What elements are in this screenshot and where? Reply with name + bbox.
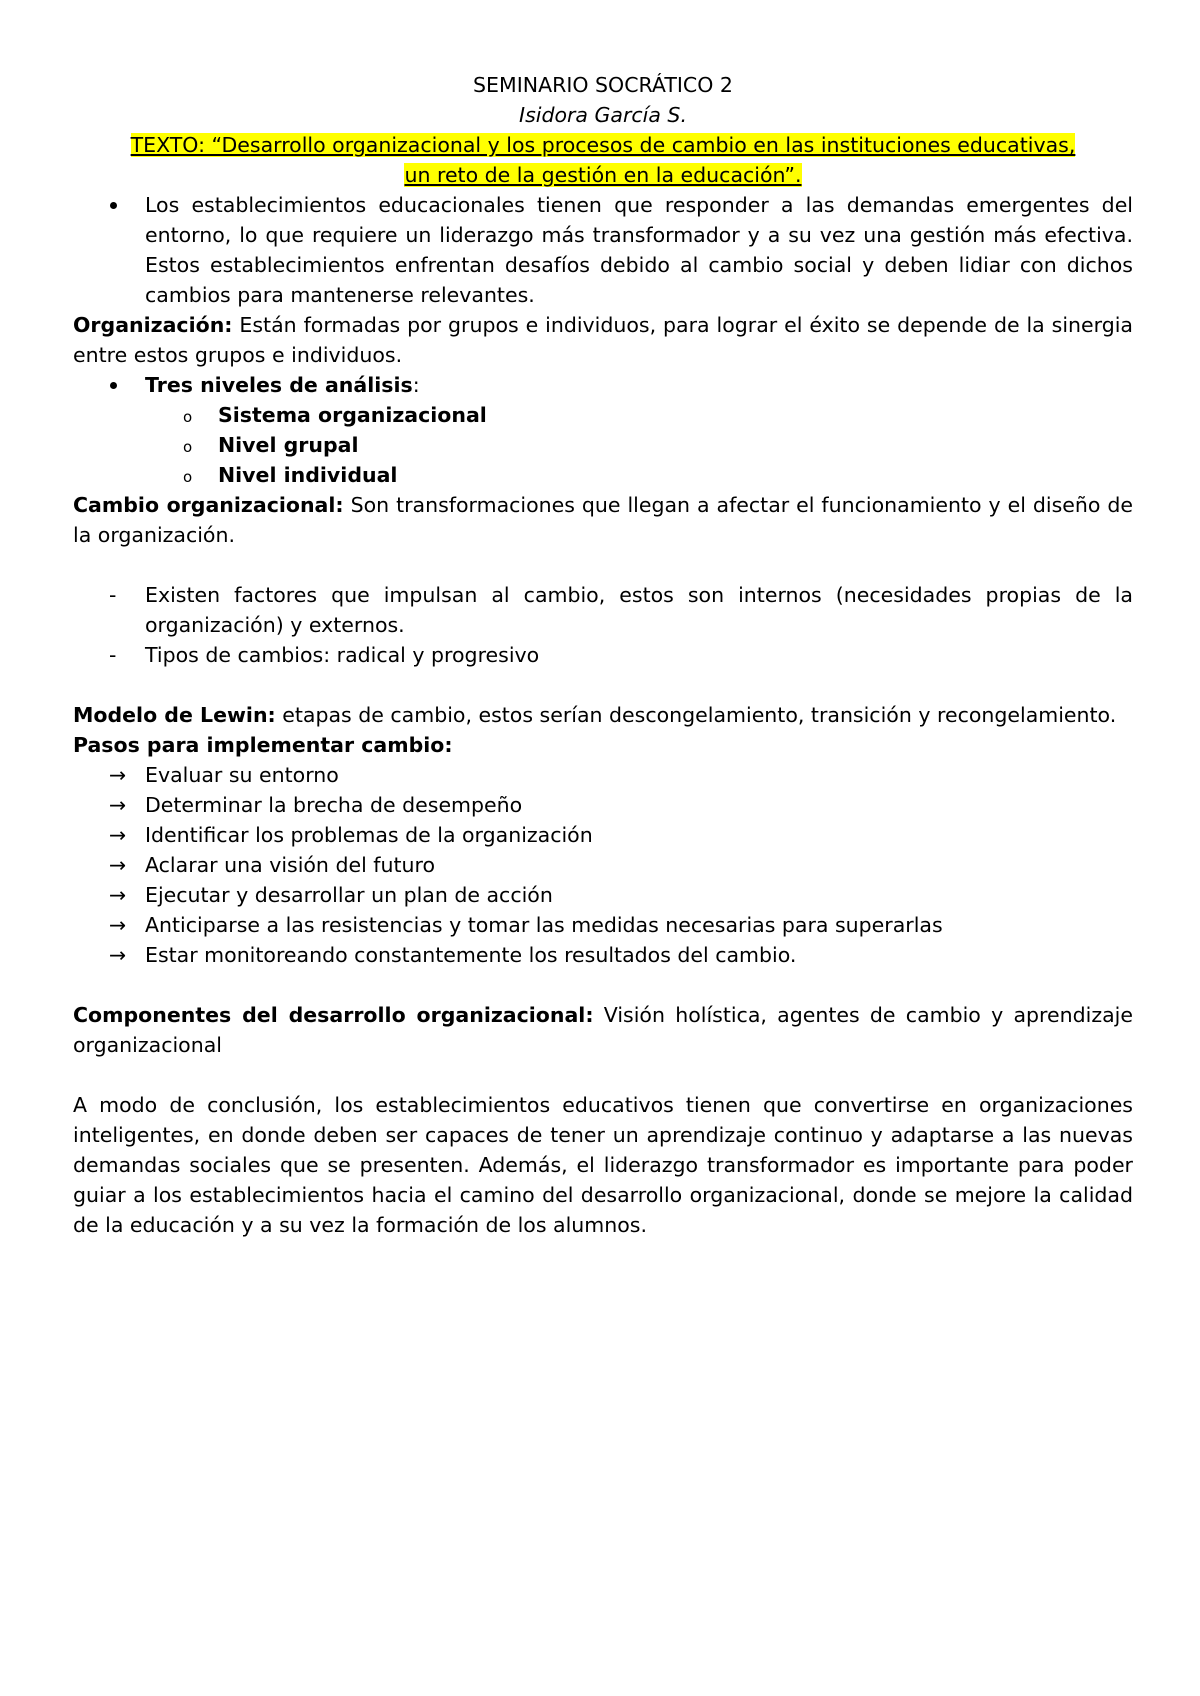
nivel-item (73, 400, 1133, 430)
cambio-term: Cambio organizacional: (73, 493, 344, 517)
paso-text: Ejecutar y desarrollar un plan de acción (145, 883, 553, 907)
niveles-bullet-item (73, 370, 1133, 400)
cambio-text: Son transformaciones que llegan a afectar el funcionamiento y el diseño de la organización. (73, 493, 1133, 547)
arrow-right-icon: → (109, 853, 127, 877)
sub-bullet-icon: o (183, 408, 193, 426)
componentes-text: Visión holística, agentes de cambio y aprendizaje organizacional (73, 1003, 1133, 1057)
bullet-icon (110, 202, 117, 209)
niveles-label: Tres niveles de análisis (145, 373, 413, 397)
sub-bullet-icon: o (183, 468, 193, 486)
componentes-term: Componentes del desarrollo organizacional: (73, 1003, 594, 1027)
dash-icon: - (109, 643, 117, 667)
niveles-list (73, 370, 1133, 490)
pasos-heading (73, 730, 1133, 760)
intro-list (73, 190, 1133, 310)
paso-item (73, 790, 1133, 820)
nivel-item (73, 430, 1133, 460)
text-reference-line-2: un reto de la gestión en la educación”. (404, 163, 802, 187)
arrow-right-icon: → (109, 763, 127, 787)
document-author: Isidora García S. (519, 103, 687, 127)
lewin-term: Modelo de Lewin: (73, 703, 276, 727)
paso-text: Identificar los problemas de la organización (145, 823, 593, 847)
nivel-label: Nivel grupal (218, 433, 359, 457)
arrow-right-icon: → (109, 793, 127, 817)
sub-bullet-icon: o (183, 438, 193, 456)
intro-bullet-item (73, 190, 1133, 310)
niveles-colon: : (412, 373, 420, 397)
paso-item (73, 850, 1133, 880)
organizacion-paragraph (73, 310, 1133, 370)
paso-text: Estar monitoreando constantemente los resultados del cambio. (145, 943, 797, 967)
cambio-dash-item (73, 580, 1133, 640)
document-page (73, 70, 1133, 1240)
text-reference-line-1: TEXTO: “Desarrollo organizacional y los procesos de cambio en las instituciones educativas, (130, 133, 1076, 157)
pasos-term: Pasos para implementar cambio: (73, 733, 453, 757)
arrow-right-icon: → (109, 913, 127, 937)
spacer (73, 670, 1133, 700)
paso-text: Determinar la brecha de desempeño (145, 793, 523, 817)
cambio-item-text: Tipos de cambios: radical y progresivo (145, 643, 540, 667)
componentes-paragraph (73, 1000, 1133, 1060)
dash-icon: - (109, 583, 117, 607)
paso-item (73, 940, 1133, 970)
organizacion-term: Organización: (73, 313, 233, 337)
cambio-item-text: Existen factores que impulsan al cambio, estos son internos (necesidades propias de la organización) y externos. (145, 583, 1133, 637)
lewin-paragraph (73, 700, 1133, 730)
document-title: SEMINARIO SOCRÁTICO 2 (473, 73, 733, 97)
organizacion-text: Están formadas por grupos e individuos, para lograr el éxito se depende de la sinergia entre estos grupos e individuos. (73, 313, 1133, 367)
nivel-label: Nivel individual (218, 463, 398, 487)
spacer (73, 1060, 1133, 1090)
paso-item (73, 820, 1133, 850)
nivel-item (73, 460, 1133, 490)
nivel-label: Sistema organizacional (218, 403, 487, 427)
intro-bullet-text: Los establecimientos educacionales tienen que responder a las demandas emergentes del entorno, lo que requiere un liderazgo más transformador y a su vez una gestión más efectiva. Estos establecimientos enfrentan desafíos debido al cambio social y deben lidiar con dichos cambios para mantenerse relevantes. (145, 193, 1133, 307)
lewin-text: etapas de cambio, estos serían descongelamiento, transición y recongelamiento. (275, 703, 1117, 727)
paso-text: Anticiparse a las resistencias y tomar las medidas necesarias para superarlas (145, 913, 943, 937)
cambio-list (73, 580, 1133, 670)
paso-text: Evaluar su entorno (145, 763, 339, 787)
spacer (73, 550, 1133, 580)
bullet-icon (110, 382, 117, 389)
cambio-paragraph (73, 490, 1133, 550)
text-reference (73, 130, 1133, 190)
conclusion-paragraph: A modo de conclusión, los establecimientos educativos tienen que convertirse en organizaciones inteligentes, en donde deben ser capaces de tener un aprendizaje continuo y adaptarse a las nuevas demandas sociales que se presenten. Además, el liderazgo transformador es importante para poder guiar a los establecimientos hacia el camino del desarrollo organizacional, donde se mejore la calidad de la educación y a su vez la formación de los alumnos. (73, 1093, 1133, 1237)
cambio-dash-item (73, 640, 1133, 670)
arrow-right-icon: → (109, 883, 127, 907)
spacer (73, 970, 1133, 1000)
arrow-right-icon: → (109, 943, 127, 967)
paso-item (73, 910, 1133, 940)
paso-item (73, 760, 1133, 790)
arrow-right-icon: → (109, 823, 127, 847)
pasos-list (73, 760, 1133, 970)
paso-text: Aclarar una visión del futuro (145, 853, 436, 877)
paso-item (73, 880, 1133, 910)
